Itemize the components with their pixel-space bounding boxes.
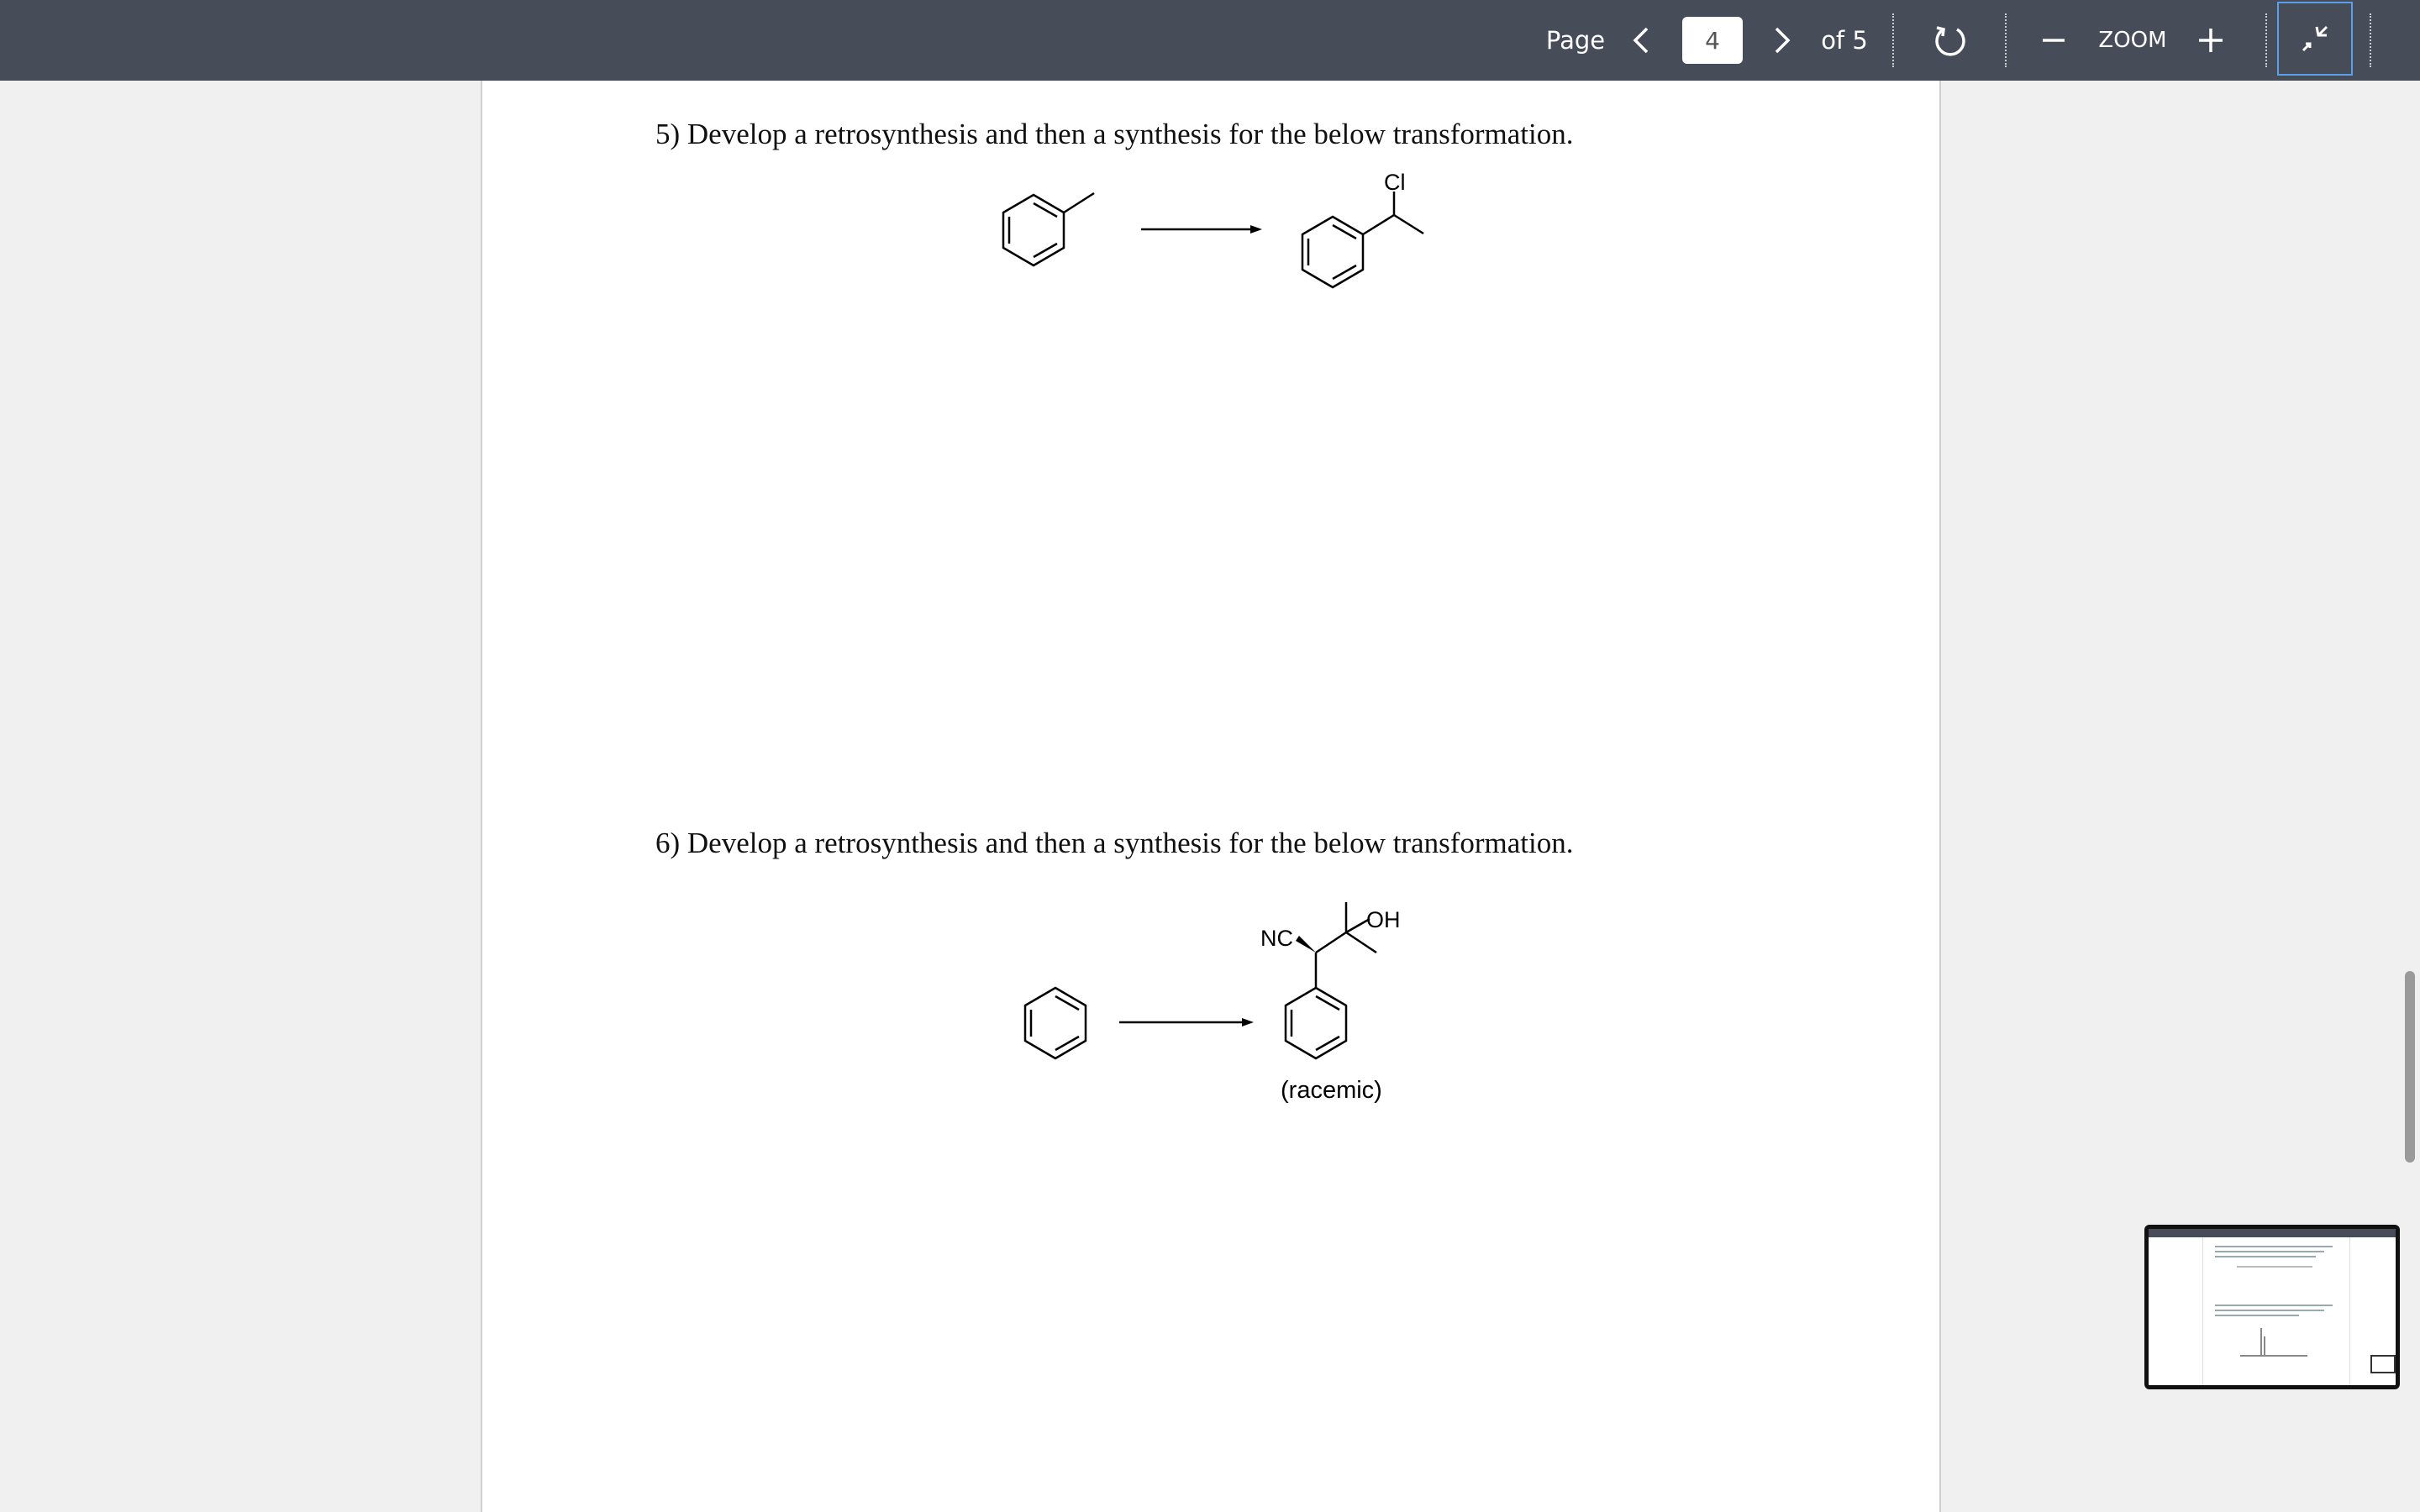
zoom-out-button[interactable]	[2037, 0, 2070, 81]
hydroxyl-label: OH	[1366, 907, 1401, 932]
question-5-text: 5) Develop a retrosynthesis and then a synthesis for the below transformation.	[655, 118, 1574, 150]
thumbnail-text-line	[2215, 1305, 2333, 1306]
zoom-label	[2097, 0, 2168, 81]
reaction-arrow	[1141, 225, 1262, 234]
question-6-text: 6) Develop a retrosynthesis and then a synthesis for the below transformation.	[655, 827, 1574, 859]
document-page	[481, 81, 1941, 1512]
nitrile-label: NC	[1260, 926, 1293, 951]
chloroethylbenzene-structure	[1302, 192, 1423, 287]
thumbnail-structure-line	[2237, 1266, 2312, 1268]
chevron-left-icon	[1632, 26, 1650, 55]
chemical-structures	[482, 81, 1939, 1512]
total-pages-label	[1820, 0, 1869, 81]
toluene-structure	[1003, 193, 1094, 265]
benzene-structure	[1025, 988, 1086, 1058]
previous-page-button[interactable]	[1622, 0, 1660, 81]
exit-fullscreen-button[interactable]	[2277, 2, 2353, 76]
thumbnail-axis-line	[2240, 1355, 2307, 1357]
minus-icon	[2041, 28, 2066, 53]
pdf-toolbar	[0, 0, 2420, 81]
thumbnail-peak	[2260, 1328, 2262, 1355]
plus-icon	[2197, 27, 2224, 54]
chlorine-label: Cl	[1384, 170, 1406, 195]
page-thumbnail-navigator[interactable]	[2144, 1225, 2400, 1389]
toolbar-divider	[2370, 13, 2371, 67]
toolbar-divider	[2265, 13, 2267, 67]
toolbar-divider	[2005, 13, 2007, 67]
page-number-input[interactable]	[1682, 17, 1743, 64]
zoom-label-text: ZOOM	[2098, 28, 2167, 53]
page-label	[1546, 0, 1605, 81]
rotate-button[interactable]	[1929, 0, 1971, 81]
collapse-arrows-icon	[2298, 22, 2332, 55]
toolbar-divider	[1892, 13, 1894, 67]
thumbnail-page	[2202, 1237, 2350, 1389]
page-label-text: Page	[1545, 26, 1606, 55]
next-page-button[interactable]	[1763, 0, 1802, 81]
hydroxy-nitrile-product-structure	[1286, 902, 1376, 1058]
thumbnail-text-line	[2215, 1256, 2316, 1257]
thumbnail-text-line	[2215, 1251, 2324, 1252]
thumbnail-toolbar	[2149, 1229, 2396, 1237]
chevron-right-icon	[1773, 26, 1791, 55]
thumbnail-peak	[2264, 1336, 2265, 1355]
thumbnail-text-line	[2215, 1315, 2299, 1316]
reaction-arrow	[1119, 1018, 1254, 1026]
thumbnail-viewport-indicator[interactable]	[2370, 1355, 2396, 1373]
racemic-note: (racemic)	[1281, 1077, 1382, 1104]
vertical-scrollbar-thumb[interactable]	[2405, 971, 2415, 1163]
rotate-icon	[1933, 23, 1968, 58]
thumbnail-text-line	[2215, 1246, 2333, 1247]
thumbnail-text-line	[2215, 1310, 2324, 1311]
zoom-in-button[interactable]	[2190, 0, 2232, 81]
wedge-bond	[1296, 936, 1316, 953]
total-pages-text: of 5	[1821, 26, 1868, 55]
